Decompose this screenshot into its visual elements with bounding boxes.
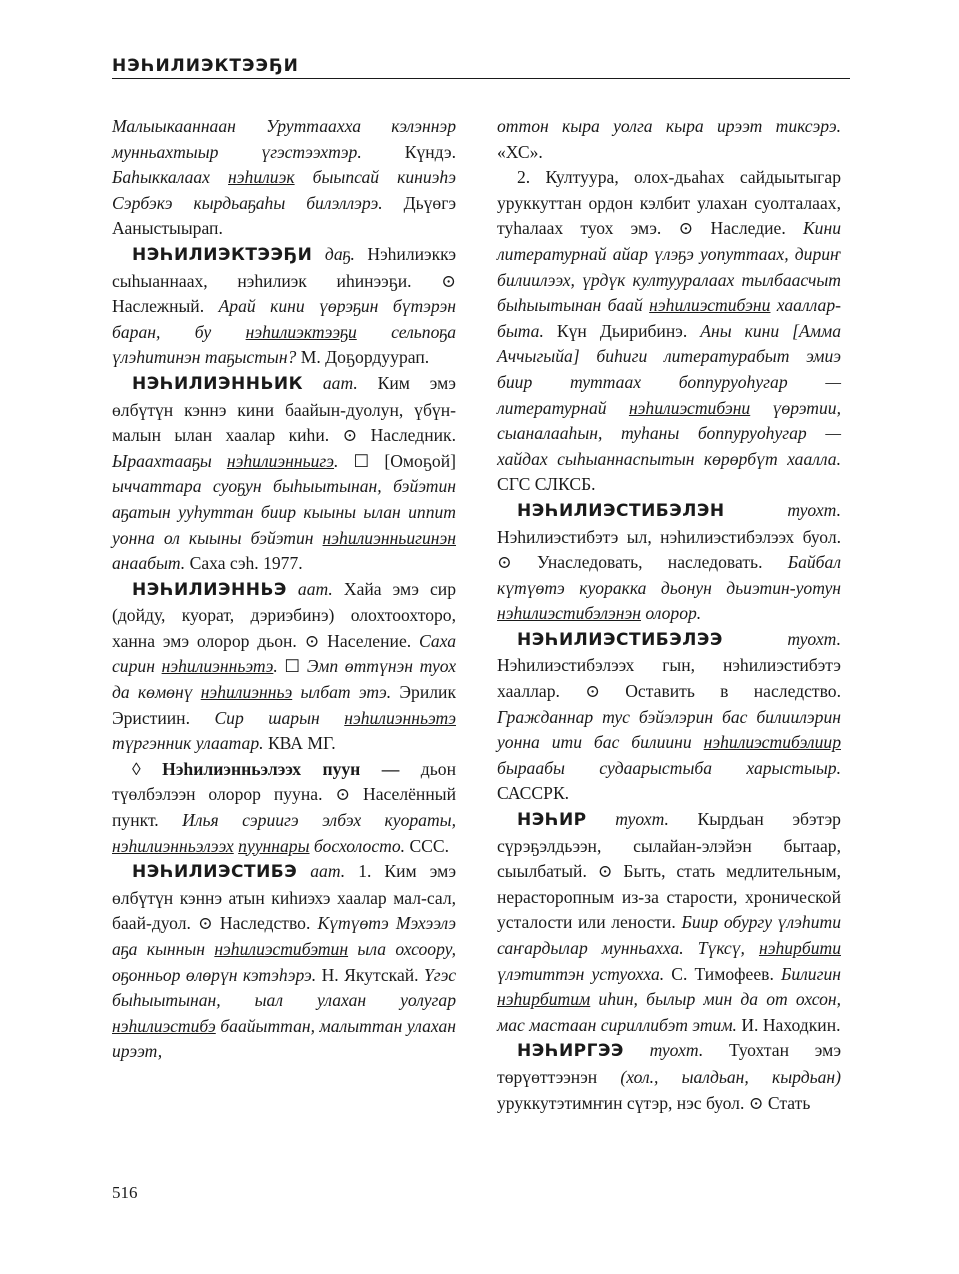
definition: Туохтан эмэ төрүөттээнэн <box>497 1040 841 1087</box>
source-text: М. Доҕордуурап. <box>296 347 430 368</box>
entry-neһilieg-tee <box>112 242 456 371</box>
grammar-label: аат. <box>303 372 358 393</box>
example-keyword: нэһилиэнньигинэн <box>322 527 456 548</box>
example-keyword: нэһилиэнньэлээх <box>112 835 234 856</box>
grammar-label: туохт. <box>722 628 841 649</box>
entry-neһilien-ne <box>112 577 456 757</box>
grammar-label: даҕ. <box>312 243 355 264</box>
example-text: үөрэтии, сыаналааһын, туһаны боппуруоһугар — хайдах сыһыаннаспытын көрөрбүт хаалла. <box>497 397 841 469</box>
entry-continuation <box>497 114 841 165</box>
example-keyword: нэһилиэктээҕи <box>245 321 357 342</box>
definition: Ким эмэ өлбүтүн кэннэ кини баайын-дуолун, үбүн-малын ылан хаалар киһи. ⊙ Наследник. <box>112 372 456 446</box>
example-text: быраабы судаарыстыба харыстыыр. <box>497 757 841 778</box>
example-keyword: нэһирбити <box>758 938 841 958</box>
grammar-label: туохт. <box>724 499 841 520</box>
example-text: Баһыккалаах <box>112 167 229 188</box>
example-keyword: нэһилиэк <box>228 167 295 188</box>
example-text: Байбал күтүөтэ куоракка дьонун дьиэтин-уотун <box>497 552 841 598</box>
definition: Кырдьан эбэтэр сүрэҕэлдьээн, сылайан-элэйэн бытаар, сыылбатый. ⊙ Быть, стать медлительным, нерасторопным из-за старости, хронической усталости или лености. <box>497 809 841 933</box>
entry-phrase <box>112 757 456 859</box>
example-keyword: нэһилиэстибэни <box>649 295 771 316</box>
entry-neһiliestibelee <box>497 627 841 807</box>
example-text: Кини литературнай айар үлэҕэ уопуттаах, дириҥ билиилээх, үрдүк култууралаах тылбаасчыт быһыытынан баай <box>497 218 841 316</box>
example-text: баайыттан, малыттан улахан ирээт, <box>112 1015 456 1062</box>
example-keyword: нэһилиэнньэтэ <box>161 656 274 677</box>
bracket-text: [Омоҕой] <box>384 450 456 471</box>
phrase-headword: Нэһилиэнньэлээх пуун — <box>162 758 400 779</box>
source-text: Н. Якутскай. <box>316 964 425 985</box>
example-text: иһин, былыр мин да от охсон, мас мастаан сириллибэт этим. <box>497 989 841 1035</box>
headword: НЭҺИЛИЭСТИБЭ <box>132 862 298 883</box>
example-text: . <box>273 656 285 677</box>
square-icon: ☐ <box>284 656 307 677</box>
example-keyword: нэһирбитим <box>497 989 591 1010</box>
definition: Хайа эмэ сир (дойду, куорат, дэриэбинэ) олохтоохторо, ханна эмэ олорор дьон. ⊙ Население. <box>112 578 456 651</box>
grammar-label: аат. <box>286 578 333 599</box>
headword: НЭҺИР <box>517 810 587 831</box>
headword: НЭҺИЛИЭСТИБЭЛЭН <box>517 500 725 521</box>
source-text: КВА МГ. <box>263 733 336 754</box>
headword: НЭҺИРГЭЭ <box>517 1041 624 1062</box>
example-keyword: нэһилиэстибэ <box>112 1015 216 1036</box>
example-keyword: нэһилиэстибэлиир <box>703 732 841 753</box>
grammar-label: туохт. <box>623 1040 704 1061</box>
header-rule <box>112 78 850 79</box>
headword: НЭҺИЛИЭННЬИК <box>132 373 304 394</box>
source-text: И. Находкин. <box>736 1014 841 1035</box>
entry-neһilien-nik <box>112 371 456 577</box>
source-text: Эрилик Эристиин. <box>112 682 456 728</box>
source-text: Дьүөгэ Ааныстыырап. <box>112 192 456 239</box>
grammar-label: туохт. <box>586 809 669 830</box>
page-number: 516 <box>112 1183 138 1202</box>
headword: НЭҺИЛИЭКТЭЭҔИ <box>132 244 313 265</box>
example-text: ыла охсоору, оҕонньор өлөрүн кэтэһэрэ. <box>112 939 457 985</box>
example-text: Сир шарын <box>214 707 345 728</box>
source-text: Күн Дьирибинэ. <box>543 320 701 341</box>
example-keyword: нэһилиэстибэни <box>628 397 751 418</box>
example-text: Үгэс быһыытынан, ыал улахан уолугар <box>112 964 456 1011</box>
entry-sense-2 <box>497 165 841 498</box>
source-text: САССРК. <box>497 783 570 804</box>
example-keyword: нэһилиэстибэлэнэн <box>497 603 641 624</box>
example-text: Аны кини [Амма Аччыгыйа] биһиги литературабыт эмиэ биир туттаах боппуруоһугар — литературнай <box>497 320 841 418</box>
definition: уруккутэтимҥин сүтэр, нэс буол. ⊙ Стать <box>497 1092 811 1113</box>
left-column <box>112 114 456 1065</box>
example-text: ыччаттара суоҕун быһыытынан, бэйэтин аҕатын ууһуттан биир кыыны ылан иппит уонна ол кыыны бэйэтин <box>112 476 456 548</box>
definition: 2. Култуура, олох-дьаһах сайдыытыгар уруккуттан ордон кэлбит улахан суолталаах, туһалаах туох эмэ. ⊙ Наследие. <box>497 167 841 239</box>
example-text: . <box>334 450 354 471</box>
example-keyword: нэһилиэнньигэ <box>226 450 335 471</box>
example-text: Малыыкааннаан Уруттаахха кэлэннэр мунньахтыыр үгэстээхтэр. <box>112 116 456 162</box>
entry-neһirgee <box>497 1038 841 1116</box>
example-text: Арай кини үөрэҕин бүтэрэн баран, бу <box>112 296 456 342</box>
example-text: Саха сирин <box>112 630 456 677</box>
square-icon: ☐ <box>353 450 385 471</box>
example-text: Гражданнар тус бэйэлэрин бас билиилэрин уонна ити бас билиини <box>497 706 841 753</box>
entry-neһir <box>497 807 841 1038</box>
grammar-label: аат. <box>297 861 346 882</box>
example-text: Билигин <box>780 963 841 984</box>
example-keyword: нэһилиэстибэтин <box>214 939 349 959</box>
source-text: Саха сэһ. 1977. <box>185 553 303 574</box>
example-text: анаабыт. <box>112 553 186 574</box>
definition: Нэһилиэккэ сыһыаннаах, нэһилиэк иһинээҕи. ⊙ Наслежный. <box>112 243 456 317</box>
example-text: Күтүөтэ Мэхээлэ аҕа кыннын <box>112 913 456 959</box>
source-text: Күндэ. <box>404 141 456 162</box>
example-text: үлэтиттэн устуохха. <box>497 963 665 984</box>
example-text: оттон кыра уолга кыра ирээт тиксэрэ. <box>497 116 841 136</box>
diamond-icon: ◊ <box>132 758 163 779</box>
source-text: СГС СЛКСБ. <box>497 474 596 495</box>
entry-neһiliestibelen <box>497 498 841 627</box>
headword: НЭҺИЛИЭННЬЭ <box>132 579 287 600</box>
example-text: сельпоҕа үлэһитинэн таҕыстын? <box>112 321 456 368</box>
example-text: түргэнник улаатар. <box>112 733 264 754</box>
source-text: «ХС». <box>497 141 543 162</box>
example-text: Эмп өттүнэн туох да көмөнү <box>112 656 457 703</box>
example-text: быыпсай киниэһэ Сэрбэкэ кырдьаҕаһы билэллэрэ. <box>112 167 456 213</box>
example-text: Илья сэриигэ элбэх куораты, <box>182 810 456 831</box>
example-text: хаалларбыта. <box>497 295 841 341</box>
entry-neһiliestibe <box>112 859 456 1065</box>
running-header: НЭҺИЛИЭКТЭЭҔИ <box>112 56 299 76</box>
example-text: Ыраахтааҕы <box>112 450 227 471</box>
definition: дьон түөлбэлээн олорор пууна. ⊙ Населённый пункт. <box>112 758 456 831</box>
example-text: Биир обургу үлэһити саҥардылар мунньахха. Түксү, <box>497 912 841 958</box>
example-text: олорор. <box>640 603 702 624</box>
example-keyword: нэһилиэнньэ <box>200 682 293 703</box>
right-column <box>497 114 841 1116</box>
headword: НЭҺИЛИЭСТИБЭЛЭЭ <box>517 629 723 650</box>
example-text: ылбат этэ. <box>292 682 392 703</box>
definition: Нэһилиэстибэтэ ыл, нэһилиэстибэлээх буол. ⊙ Унаследовать, наследовать. <box>497 526 841 573</box>
example-text: босхолосто. <box>309 835 406 856</box>
parenthetical-text: (хол., ыалдьан, кырдьан) <box>620 1066 841 1087</box>
source-text: С. Тимофеев. <box>664 963 781 984</box>
source-text: ССС. <box>405 835 450 856</box>
entry-continuation <box>112 114 456 242</box>
example-keyword: пууннары <box>238 835 310 856</box>
definition: Нэһилиэстибэлээх гын, нэһилиэстибэтэ хааллар. ⊙ Оставить в наследство. <box>497 655 841 702</box>
definition: 1. Ким эмэ өлбүтүн кэннэ атын киһиэхэ хаалар мал-сал, баай-дуол. ⊙ Наследство. <box>112 861 456 934</box>
example-keyword: нэһилиэнньэтэ <box>344 707 456 728</box>
